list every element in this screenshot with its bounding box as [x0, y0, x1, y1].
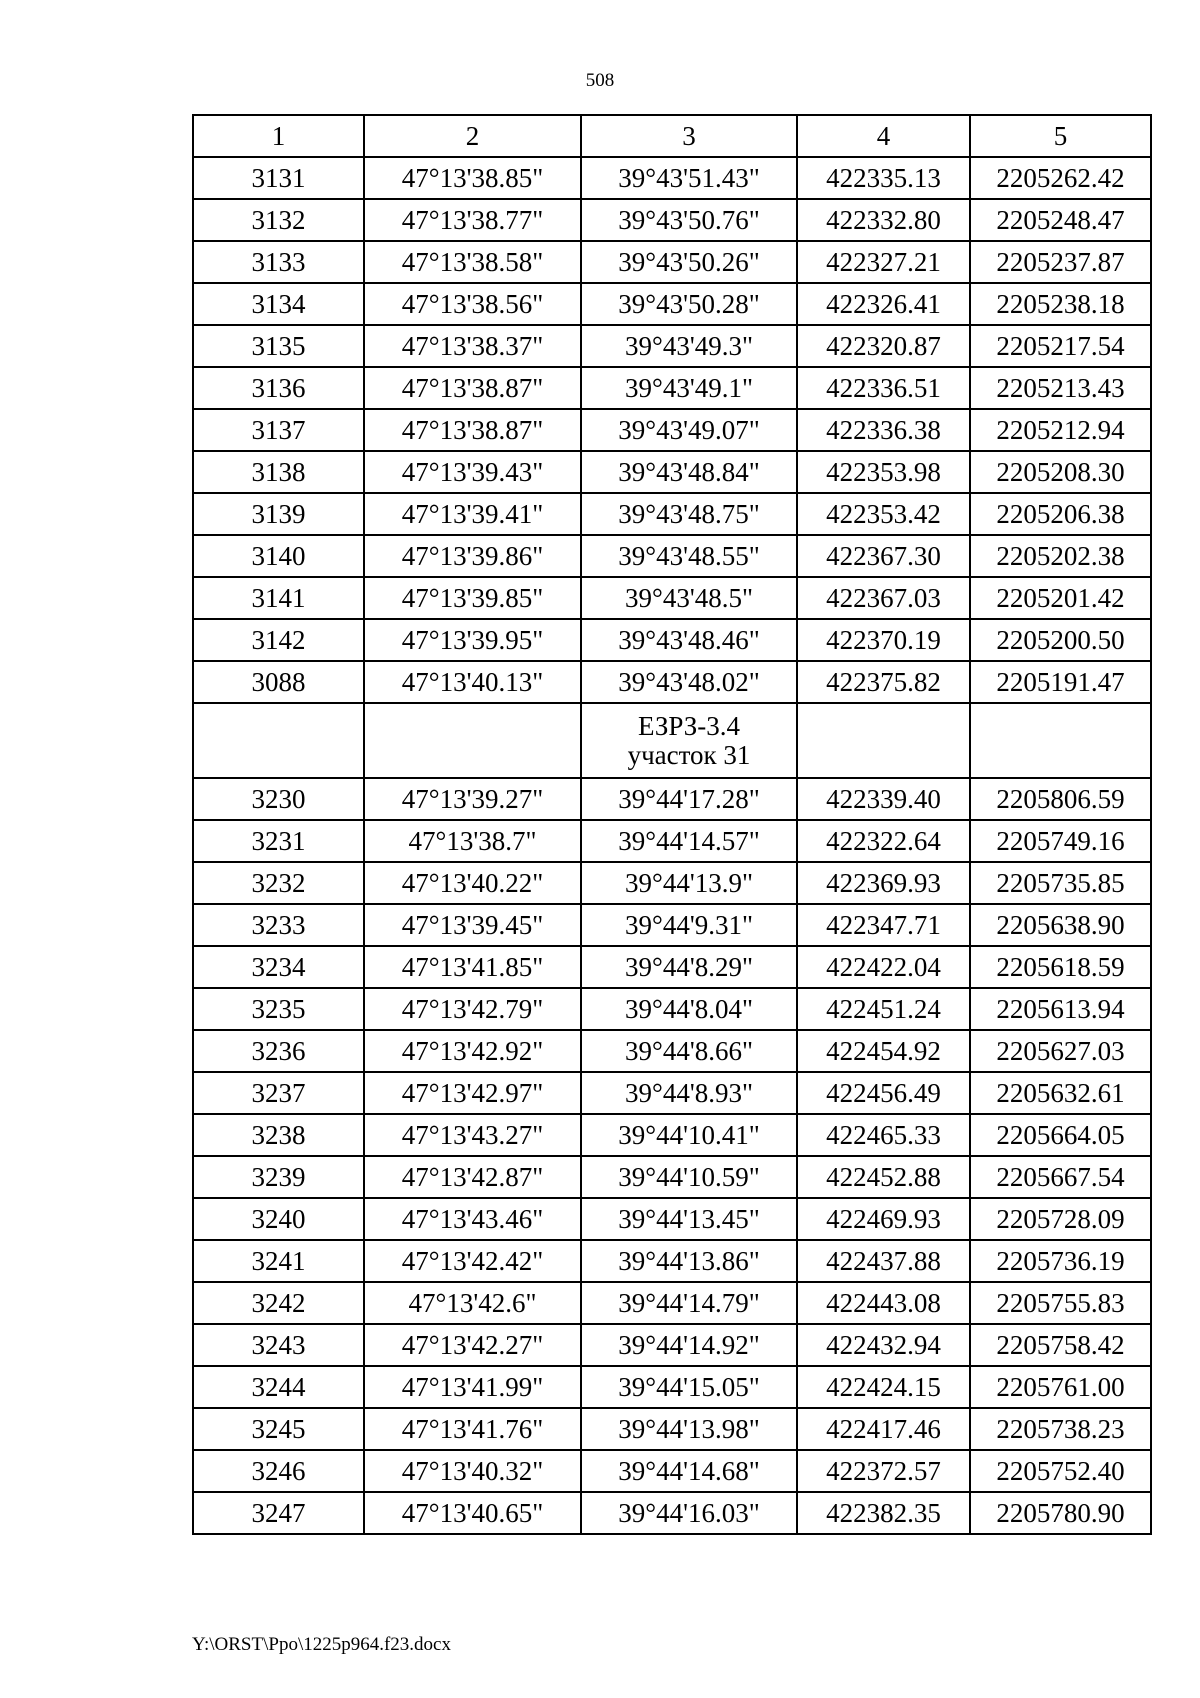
table-cell: 47°13'38.37" [364, 325, 581, 367]
column-header: 2 [364, 115, 581, 157]
table-cell: 39°43'50.26" [581, 241, 797, 283]
table-cell: 2205736.19 [970, 1240, 1151, 1282]
table-cell: 47°13'38.7" [364, 820, 581, 862]
table-cell: 422437.88 [797, 1240, 970, 1282]
column-header: 1 [193, 115, 364, 157]
table-cell: 39°44'16.03" [581, 1492, 797, 1534]
table-cell: 47°13'41.85" [364, 946, 581, 988]
column-header: 4 [797, 115, 970, 157]
table-cell: 39°43'48.02" [581, 661, 797, 703]
table-cell: 39°44'10.59" [581, 1156, 797, 1198]
table-cell: 39°44'13.45" [581, 1198, 797, 1240]
table-cell [970, 703, 1151, 778]
table-cell: 47°13'38.87" [364, 409, 581, 451]
table-cell: 47°13'42.27" [364, 1324, 581, 1366]
table-cell: 2205202.38 [970, 535, 1151, 577]
table-cell: 39°44'8.29" [581, 946, 797, 988]
table-cell: 39°44'10.41" [581, 1114, 797, 1156]
table-row [193, 1156, 1151, 1198]
table-row [193, 778, 1151, 820]
table-row [193, 451, 1151, 493]
table-cell: 2205806.59 [970, 778, 1151, 820]
table-cell: 3131 [193, 157, 364, 199]
table-cell: 2205618.59 [970, 946, 1151, 988]
table-row [193, 1282, 1151, 1324]
table-cell: 422372.57 [797, 1450, 970, 1492]
table-cell: 47°13'39.43" [364, 451, 581, 493]
table-cell: 3238 [193, 1114, 364, 1156]
table-cell: 47°13'38.87" [364, 367, 581, 409]
table-row [193, 577, 1151, 619]
table-cell: 3132 [193, 199, 364, 241]
table-body-before [193, 157, 1151, 703]
section-zone-label: ЕЗРЗ-3.4 [638, 710, 740, 741]
table-cell: 3242 [193, 1282, 364, 1324]
table-cell: 422336.51 [797, 367, 970, 409]
table-cell: 47°13'39.45" [364, 904, 581, 946]
table-row [193, 1240, 1151, 1282]
table-row [193, 283, 1151, 325]
table-cell: 2205728.09 [970, 1198, 1151, 1240]
table-row [193, 157, 1151, 199]
table-row [193, 619, 1151, 661]
table-cell: 2205613.94 [970, 988, 1151, 1030]
column-header: 5 [970, 115, 1151, 157]
table-cell: 3236 [193, 1030, 364, 1072]
table-row [193, 1198, 1151, 1240]
table-row [193, 862, 1151, 904]
table-cell: 422353.98 [797, 451, 970, 493]
table-cell: 39°43'50.28" [581, 283, 797, 325]
table-cell: 3232 [193, 862, 364, 904]
table-cell: 47°13'38.77" [364, 199, 581, 241]
table-cell: 3233 [193, 904, 364, 946]
table-cell: 39°43'50.76" [581, 199, 797, 241]
table-cell: 3135 [193, 325, 364, 367]
table-cell: 2205238.18 [970, 283, 1151, 325]
table-cell: 3134 [193, 283, 364, 325]
table-cell: 3241 [193, 1240, 364, 1282]
table-cell: 47°13'42.6" [364, 1282, 581, 1324]
table-cell: 47°13'42.79" [364, 988, 581, 1030]
table-cell: 39°44'14.92" [581, 1324, 797, 1366]
table-cell: 3235 [193, 988, 364, 1030]
table-cell: 47°13'42.87" [364, 1156, 581, 1198]
table-cell: 3247 [193, 1492, 364, 1534]
table-cell: 39°44'14.79" [581, 1282, 797, 1324]
table-cell: 2205262.42 [970, 157, 1151, 199]
table-row [193, 241, 1151, 283]
table-cell: 39°44'15.05" [581, 1366, 797, 1408]
table-row [193, 1366, 1151, 1408]
table-cell: 39°43'51.43" [581, 157, 797, 199]
table-cell: 422422.04 [797, 946, 970, 988]
table-cell: 3133 [193, 241, 364, 283]
coordinates-table [192, 114, 1152, 1535]
table-row [193, 1030, 1151, 1072]
table-cell: 3137 [193, 409, 364, 451]
table-row [193, 367, 1151, 409]
table-cell: 39°44'17.28" [581, 778, 797, 820]
table-cell: 422327.21 [797, 241, 970, 283]
table-cell: 39°43'48.5" [581, 577, 797, 619]
table-cell: 47°13'39.27" [364, 778, 581, 820]
table-cell: 422456.49 [797, 1072, 970, 1114]
table-cell: 3142 [193, 619, 364, 661]
table-cell: 2205208.30 [970, 451, 1151, 493]
table-cell: 3244 [193, 1366, 364, 1408]
table-row [193, 325, 1151, 367]
table-cell: 422370.19 [797, 619, 970, 661]
table-cell: 2205664.05 [970, 1114, 1151, 1156]
table-cell: 422353.42 [797, 493, 970, 535]
table-cell: 422417.46 [797, 1408, 970, 1450]
table-row [193, 661, 1151, 703]
table-cell: 2205755.83 [970, 1282, 1151, 1324]
table-cell: 2205632.61 [970, 1072, 1151, 1114]
table-cell: 2205627.03 [970, 1030, 1151, 1072]
table-cell: 2205761.00 [970, 1366, 1151, 1408]
table-cell: 2205638.90 [970, 904, 1151, 946]
table-cell: 47°13'39.95" [364, 619, 581, 661]
table-cell: 422469.93 [797, 1198, 970, 1240]
table-cell: 2205206.38 [970, 493, 1151, 535]
table-cell: 39°43'48.75" [581, 493, 797, 535]
table-cell: 47°13'40.32" [364, 1450, 581, 1492]
table-cell: 3237 [193, 1072, 364, 1114]
table-row [193, 946, 1151, 988]
table-cell: 422367.30 [797, 535, 970, 577]
table-cell: 3231 [193, 820, 364, 862]
table-cell: 3239 [193, 1156, 364, 1198]
table-cell: 39°43'49.3" [581, 325, 797, 367]
table-cell: 47°13'41.76" [364, 1408, 581, 1450]
table-cell: 39°44'13.86" [581, 1240, 797, 1282]
table-row [193, 1114, 1151, 1156]
table-cell: 422326.41 [797, 283, 970, 325]
table-cell: 47°13'42.42" [364, 1240, 581, 1282]
table-row [193, 199, 1151, 241]
section-title-cell [581, 703, 797, 778]
table-cell: 3136 [193, 367, 364, 409]
table-cell: 39°43'48.84" [581, 451, 797, 493]
table-row [193, 493, 1151, 535]
table-cell: 47°13'40.22" [364, 862, 581, 904]
table-cell: 2205752.40 [970, 1450, 1151, 1492]
table-cell: 47°13'40.13" [364, 661, 581, 703]
table-cell: 2205735.85 [970, 862, 1151, 904]
table-cell: 3139 [193, 493, 364, 535]
table-cell: 39°43'49.07" [581, 409, 797, 451]
table-cell: 47°13'40.65" [364, 1492, 581, 1534]
table-cell: 47°13'38.58" [364, 241, 581, 283]
table-cell: 422443.08 [797, 1282, 970, 1324]
table-cell: 422336.38 [797, 409, 970, 451]
table-cell: 2205200.50 [970, 619, 1151, 661]
table-row [193, 1324, 1151, 1366]
table-cell: 2205758.42 [970, 1324, 1151, 1366]
table-cell: 39°44'8.66" [581, 1030, 797, 1072]
table-cell: 2205248.47 [970, 199, 1151, 241]
page-number: 508 [585, 70, 615, 91]
table-cell: 422375.82 [797, 661, 970, 703]
section-header-row [193, 703, 1151, 778]
table-row [193, 820, 1151, 862]
table-cell: 47°13'43.27" [364, 1114, 581, 1156]
table-row [193, 1492, 1151, 1534]
table-cell: 2205217.54 [970, 325, 1151, 367]
table-row [193, 1072, 1151, 1114]
section-plot-label: участок 31 [627, 739, 751, 770]
table-cell: 47°13'38.56" [364, 283, 581, 325]
table-cell: 47°13'43.46" [364, 1198, 581, 1240]
table-body-after [193, 778, 1151, 1534]
table-cell: 3243 [193, 1324, 364, 1366]
table-cell: 47°13'42.97" [364, 1072, 581, 1114]
table-cell: 422320.87 [797, 325, 970, 367]
table-cell: 422339.40 [797, 778, 970, 820]
table-cell: 2205780.90 [970, 1492, 1151, 1534]
table-cell: 422465.33 [797, 1114, 970, 1156]
table-cell [364, 703, 581, 778]
table-cell: 2205213.43 [970, 367, 1151, 409]
table-row [193, 535, 1151, 577]
table-cell [797, 703, 970, 778]
footer-file-path: Y:\ORST\Ppo\1225p964.f23.docx [192, 1634, 451, 1655]
table-cell: 39°44'8.93" [581, 1072, 797, 1114]
table-cell: 2205201.42 [970, 577, 1151, 619]
table-cell: 39°43'48.55" [581, 535, 797, 577]
table-cell: 39°44'13.9" [581, 862, 797, 904]
table-section [193, 703, 1151, 778]
table-cell: 2205212.94 [970, 409, 1151, 451]
table-row [193, 1408, 1151, 1450]
table-cell: 3245 [193, 1408, 364, 1450]
table-row [193, 1450, 1151, 1492]
table-cell: 422382.35 [797, 1492, 970, 1534]
table-cell: 3246 [193, 1450, 364, 1492]
column-header: 3 [581, 115, 797, 157]
table-cell: 422451.24 [797, 988, 970, 1030]
table-cell: 47°13'42.92" [364, 1030, 581, 1072]
table-cell: 47°13'39.85" [364, 577, 581, 619]
table-cell: 422335.13 [797, 157, 970, 199]
table-row [193, 904, 1151, 946]
table-cell: 47°13'39.41" [364, 493, 581, 535]
table-cell: 422347.71 [797, 904, 970, 946]
table-cell: 39°44'14.57" [581, 820, 797, 862]
table-cell: 47°13'41.99" [364, 1366, 581, 1408]
table-cell: 39°44'9.31" [581, 904, 797, 946]
table-cell: 2205738.23 [970, 1408, 1151, 1450]
table-cell: 3141 [193, 577, 364, 619]
table-cell: 3230 [193, 778, 364, 820]
table-cell: 422322.64 [797, 820, 970, 862]
table-cell: 47°13'39.86" [364, 535, 581, 577]
table-row [193, 409, 1151, 451]
table-cell: 3140 [193, 535, 364, 577]
table-cell: 422432.94 [797, 1324, 970, 1366]
table-cell: 39°44'13.98" [581, 1408, 797, 1450]
table-cell: 47°13'38.85" [364, 157, 581, 199]
table-header-row [193, 115, 1151, 157]
table-cell: 422454.92 [797, 1030, 970, 1072]
table-cell: 2205237.87 [970, 241, 1151, 283]
table-cell: 39°43'48.46" [581, 619, 797, 661]
table-cell: 422452.88 [797, 1156, 970, 1198]
table-cell: 39°44'8.04" [581, 988, 797, 1030]
table-cell [193, 703, 364, 778]
table-cell: 422332.80 [797, 199, 970, 241]
table-cell: 2205749.16 [970, 820, 1151, 862]
table-cell: 3240 [193, 1198, 364, 1240]
table-cell: 39°44'14.68" [581, 1450, 797, 1492]
table-cell: 2205667.54 [970, 1156, 1151, 1198]
table-row [193, 988, 1151, 1030]
table-cell: 3234 [193, 946, 364, 988]
table-cell: 422424.15 [797, 1366, 970, 1408]
table-cell: 422369.93 [797, 862, 970, 904]
table-cell: 39°43'49.1" [581, 367, 797, 409]
table-cell: 422367.03 [797, 577, 970, 619]
table-cell: 3138 [193, 451, 364, 493]
table-cell: 2205191.47 [970, 661, 1151, 703]
table-cell: 3088 [193, 661, 364, 703]
